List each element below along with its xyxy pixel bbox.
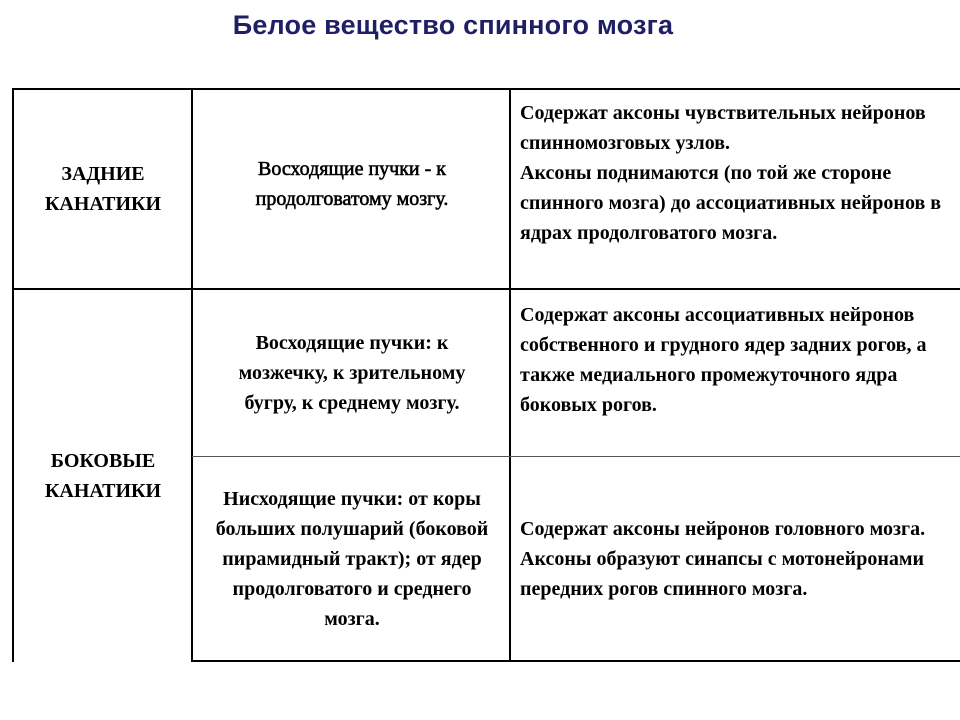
column-divider-2 bbox=[509, 88, 511, 662]
tract-label: Нисходящие пучки: от коры больших полушарий (боковой пирамидный тракт); от ядер продолговатого и среднего мозга. bbox=[215, 487, 489, 630]
table-cell-group-lateral bbox=[16, 290, 190, 662]
description-paragraph: Содержат аксоны ассоциативных нейронов собственного и грудного ядер задних рогов, а также медиального промежуточного ядра боковых рогов. bbox=[520, 304, 927, 416]
table-cell-group-posterior bbox=[16, 90, 190, 288]
slide-title: Белое вещество спинного мозга bbox=[232, 10, 674, 40]
table-cell-description-posterior bbox=[520, 98, 956, 288]
table-cell-description-lateral-descending bbox=[520, 457, 956, 660]
table-cell-tract-posterior bbox=[202, 90, 502, 288]
tract-label: Восходящие пучки - к продолговатому мозгу. bbox=[255, 158, 449, 210]
tracts-table bbox=[12, 88, 960, 662]
table-left-border bbox=[12, 88, 14, 662]
table-cell-tract-lateral-descending bbox=[202, 457, 502, 660]
tract-label: Восходящие пучки: к мозжечку, к зрительному бугру, к среднему мозгу. bbox=[238, 332, 466, 414]
column-divider-1 bbox=[191, 88, 193, 662]
table-bottom-border bbox=[192, 660, 960, 662]
description-paragraph: Аксоны образуют синапсы с мотонейронами передних рогов спинного мозга. bbox=[520, 547, 924, 600]
description-paragraph: Содержат аксоны нейронов головного мозга. bbox=[520, 517, 926, 540]
table-cell-description-lateral-ascending bbox=[520, 300, 956, 456]
description-block bbox=[520, 98, 956, 248]
description-paragraph: Содержат аксоны чувствительных нейронов спинномозговых узлов. bbox=[520, 102, 926, 154]
description-block bbox=[520, 514, 956, 604]
table-cell-tract-lateral-ascending bbox=[202, 290, 502, 456]
description-paragraph: Аксоны поднимаются (по той же стороне спинного мозга) до ассоциативных нейронов в ядрах продолговатого мозга. bbox=[520, 162, 942, 244]
description-block bbox=[520, 300, 956, 420]
group-label: ЗАДНИЕ КАНАТИКИ bbox=[44, 163, 162, 215]
group-label: БОКОВЫЕ КАНАТИКИ bbox=[44, 450, 162, 502]
